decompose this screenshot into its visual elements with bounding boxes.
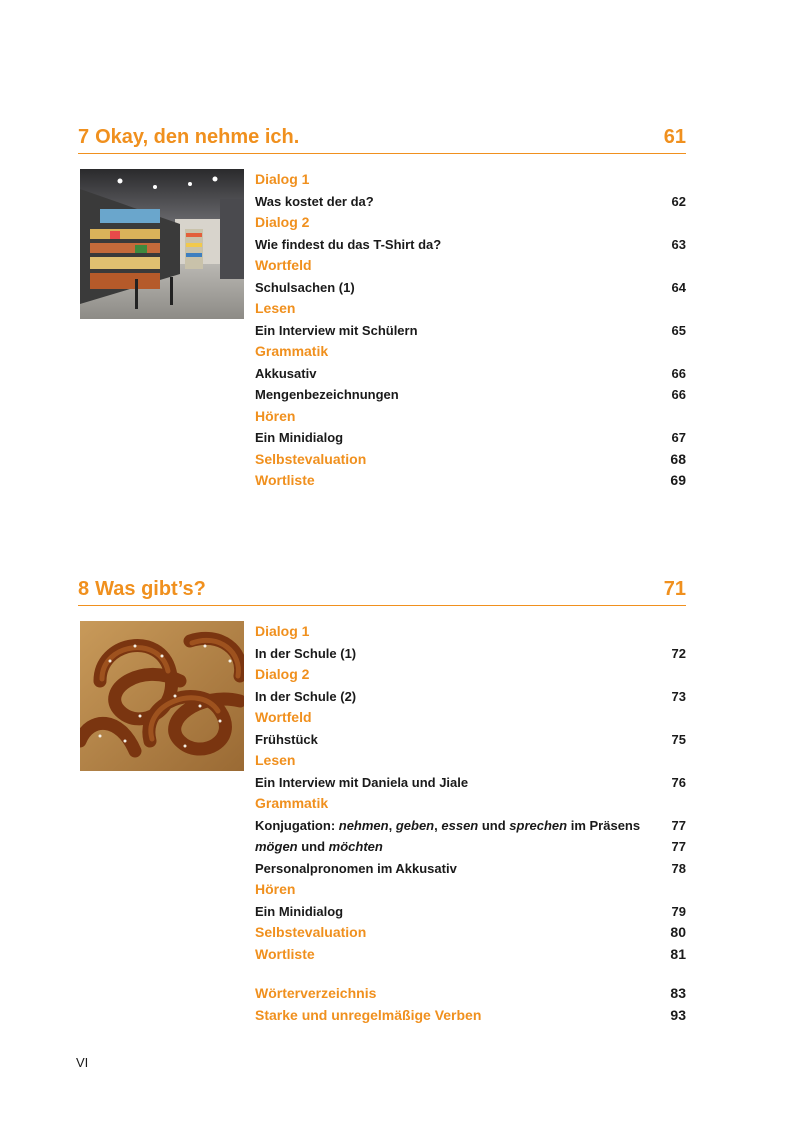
toc-label: Starke und unregelmäßige Verben bbox=[255, 1006, 482, 1023]
toc-label: Was kostet der da? bbox=[255, 193, 374, 209]
toc-page: 75 bbox=[671, 731, 686, 747]
toc-page: 93 bbox=[670, 1006, 686, 1023]
toc-page: 77 bbox=[671, 839, 686, 854]
toc-section[interactable] bbox=[255, 298, 686, 320]
toc-item[interactable] bbox=[255, 815, 686, 837]
toc-page: 80 bbox=[670, 924, 686, 940]
toc-section[interactable] bbox=[255, 944, 686, 966]
toc-label: Dialog 1 bbox=[255, 623, 310, 639]
toc-item[interactable] bbox=[255, 686, 686, 708]
chapter-title-wrap bbox=[78, 578, 206, 601]
toc-page: 65 bbox=[671, 322, 686, 338]
toc-item[interactable] bbox=[255, 234, 686, 256]
toc-section[interactable] bbox=[255, 212, 686, 234]
toc-page: 83 bbox=[670, 985, 686, 1001]
toc-page: 77 bbox=[671, 817, 686, 833]
toc-page: 79 bbox=[671, 903, 686, 919]
toc-page: 73 bbox=[671, 688, 686, 704]
toc-label: Dialog 1 bbox=[255, 171, 310, 187]
toc-item[interactable] bbox=[255, 363, 686, 385]
chapter-number: 8 bbox=[78, 578, 90, 600]
toc-section[interactable] bbox=[255, 922, 686, 944]
toc-section[interactable] bbox=[255, 406, 686, 428]
toc-page: 67 bbox=[671, 430, 686, 445]
toc-label: Selbstevaluation bbox=[255, 924, 367, 940]
toc-label: Ein Interview mit Daniela und Jiale bbox=[255, 774, 469, 790]
toc-page: 68 bbox=[670, 450, 686, 467]
toc-page: 76 bbox=[671, 774, 686, 790]
toc-label: Wortliste bbox=[255, 472, 315, 488]
chapter-page: 71 bbox=[663, 578, 686, 600]
toc-section[interactable] bbox=[255, 750, 686, 772]
toc-section[interactable] bbox=[255, 341, 686, 363]
toc-section-woerterverzeichnis[interactable] bbox=[255, 983, 686, 1005]
toc-list bbox=[255, 621, 686, 965]
toc-list bbox=[255, 169, 686, 492]
toc-section[interactable] bbox=[255, 169, 686, 191]
toc-label: Wörterverzeichnis bbox=[255, 985, 377, 1001]
toc-label: Dialog 2 bbox=[255, 214, 310, 230]
toc-item[interactable] bbox=[255, 729, 686, 751]
toc-label: Ein Minidialog bbox=[255, 903, 344, 919]
toc-section[interactable] bbox=[255, 793, 686, 815]
chapter-page: 61 bbox=[663, 126, 686, 148]
toc-page: 72 bbox=[671, 645, 686, 661]
toc-label: Wortliste bbox=[255, 945, 315, 962]
chapter-title: Okay, den nehme ich. bbox=[95, 126, 300, 148]
toc-item[interactable] bbox=[255, 836, 686, 858]
toc-label: Hören bbox=[255, 881, 296, 897]
chapter-heading bbox=[78, 126, 686, 154]
toc-section[interactable] bbox=[255, 707, 686, 729]
toc-item[interactable] bbox=[255, 643, 686, 665]
toc-item[interactable] bbox=[255, 901, 686, 923]
toc-label: Frühstück bbox=[255, 731, 318, 747]
toc-page: 63 bbox=[671, 236, 686, 252]
toc-label: Lesen bbox=[255, 752, 296, 768]
toc-label: Akkusativ bbox=[255, 365, 317, 381]
toc-label: Schulsachen (1) bbox=[255, 279, 355, 295]
toc-label: mögen und möchten bbox=[255, 839, 383, 854]
toc-label: Mengenbezeichnungen bbox=[255, 387, 399, 402]
pretzels-photo-icon bbox=[80, 621, 244, 771]
chapter-title-wrap bbox=[78, 126, 299, 149]
toc-page: 69 bbox=[670, 472, 686, 488]
toc-section[interactable] bbox=[255, 621, 686, 643]
toc-label: Personalpronomen im Akkusativ bbox=[255, 860, 457, 876]
toc-label: Konjugation: nehmen, geben, essen und sprechen im Präsens bbox=[255, 817, 641, 833]
toc-section[interactable] bbox=[255, 470, 686, 492]
toc-label: Selbstevaluation bbox=[255, 450, 367, 467]
toc-label: Wortfeld bbox=[255, 709, 312, 725]
toc-label: Hören bbox=[255, 407, 296, 424]
toc-item[interactable] bbox=[255, 320, 686, 342]
toc-page: 66 bbox=[671, 365, 686, 381]
chapter-number: 7 bbox=[78, 126, 90, 148]
page-number: VI bbox=[76, 1055, 89, 1070]
toc-label: Wortfeld bbox=[255, 257, 312, 273]
toc-label: Ein Interview mit Schülern bbox=[255, 322, 418, 338]
supermarket-photo-icon bbox=[80, 169, 244, 319]
toc-label: In der Schule (1) bbox=[255, 645, 357, 661]
toc-section[interactable] bbox=[255, 879, 686, 901]
appendix-list bbox=[255, 983, 686, 1026]
toc-page: 66 bbox=[671, 387, 686, 402]
chapter-heading bbox=[78, 578, 686, 606]
chapter-title: Was gibt’s? bbox=[95, 578, 206, 600]
toc-item[interactable] bbox=[255, 277, 686, 299]
toc-page: 78 bbox=[671, 860, 686, 876]
toc-section-verben[interactable] bbox=[255, 1005, 686, 1027]
toc-label: In der Schule (2) bbox=[255, 688, 357, 704]
toc-page: 62 bbox=[671, 193, 686, 209]
toc-page: 64 bbox=[671, 279, 686, 295]
toc-item[interactable] bbox=[255, 772, 686, 794]
chapter-8 bbox=[78, 578, 686, 965]
toc-item[interactable] bbox=[255, 427, 686, 449]
chapter-body bbox=[78, 621, 686, 965]
toc-page: 81 bbox=[670, 945, 686, 962]
toc-item[interactable] bbox=[255, 191, 686, 213]
toc-label: Dialog 2 bbox=[255, 666, 310, 682]
toc-label: Ein Minidialog bbox=[255, 430, 344, 445]
chapter-body bbox=[78, 169, 686, 492]
toc-label: Lesen bbox=[255, 300, 296, 316]
toc-label: Grammatik bbox=[255, 343, 329, 359]
toc-section[interactable] bbox=[255, 664, 686, 686]
toc-label: Grammatik bbox=[255, 795, 329, 811]
toc-item[interactable] bbox=[255, 384, 686, 406]
toc-section[interactable] bbox=[255, 449, 686, 471]
toc-section[interactable] bbox=[255, 255, 686, 277]
chapter-7 bbox=[78, 126, 686, 492]
toc-item[interactable] bbox=[255, 858, 686, 880]
toc-label: Wie findest du das T-Shirt da? bbox=[255, 236, 442, 252]
